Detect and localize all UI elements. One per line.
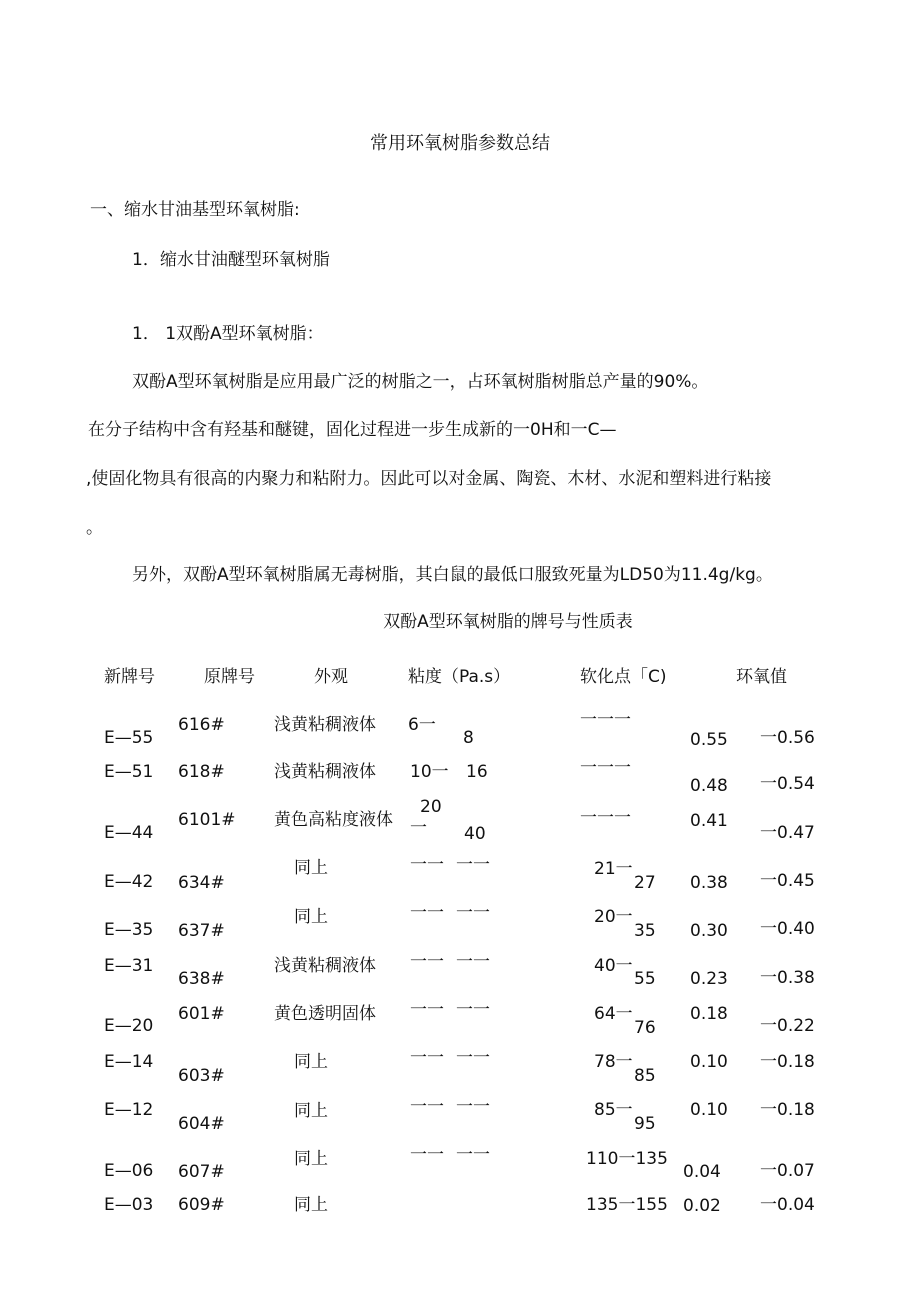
- new-grade-cell: E—12: [104, 1100, 154, 1120]
- epoxy-value-cell-upper: 一0.22: [760, 1016, 815, 1036]
- viscosity-cell: 一一: [410, 1000, 444, 1020]
- new-grade-cell: E—20: [104, 1016, 154, 1036]
- old-grade-cell: 603#: [178, 1066, 225, 1086]
- viscosity-cell-upper: 一一: [456, 1000, 490, 1020]
- appearance-cell: 黄色透明固体: [274, 1004, 376, 1024]
- softening-point-cell-upper: 35: [634, 921, 656, 941]
- softening-point-cell: 21一: [594, 859, 633, 879]
- softening-point-cell: 一一一: [580, 710, 631, 730]
- viscosity-cell: 一一: [410, 952, 444, 972]
- new-grade-cell: E—35: [104, 920, 154, 940]
- subsection-heading: 1．缩水甘油醚型环氧树脂: [132, 250, 330, 270]
- appearance-cell: 浅黄粘稠液体: [274, 715, 376, 735]
- new-grade-cell: E—51: [104, 762, 154, 782]
- viscosity-cell: 20: [420, 797, 442, 817]
- new-grade-cell: E—06: [104, 1161, 154, 1181]
- paragraph-4: 。: [86, 518, 103, 538]
- softening-point-cell: 78一: [594, 1052, 633, 1072]
- appearance-cell: 同上: [294, 1101, 328, 1121]
- softening-point-cell: 一一一: [580, 758, 631, 778]
- epoxy-value-cell-upper: 一0.18: [760, 1052, 815, 1072]
- old-grade-cell: 637#: [178, 921, 225, 941]
- table-header-new-grade: 新牌号: [104, 667, 155, 687]
- epoxy-value-cell-upper: 一0.45: [760, 871, 815, 891]
- viscosity-cell-upper: 40: [464, 824, 486, 844]
- appearance-cell: 黄色高粘度液体: [274, 810, 393, 830]
- epoxy-value-cell-upper: 一0.56: [760, 728, 815, 748]
- epoxy-value-cell: 0.18: [690, 1004, 728, 1024]
- epoxy-value-cell: 0.38: [690, 873, 728, 893]
- epoxy-value-cell: 0.10: [690, 1100, 728, 1120]
- epoxy-value-cell-upper: 一0.54: [760, 774, 815, 794]
- viscosity-cell-upper: 16: [466, 762, 488, 782]
- appearance-cell: 同上: [294, 907, 328, 927]
- epoxy-value-cell: 0.23: [690, 969, 728, 989]
- viscosity-cell-upper: 一一: [456, 952, 490, 972]
- paragraph-3: ,使固化物具有很高的内聚力和粘附力。因此可以对金属、陶瓷、木材、水泥和塑料进行粘接: [86, 469, 772, 489]
- section-heading: 一、缩水甘油基型环氧树脂:: [90, 200, 300, 220]
- epoxy-value-cell: 0.02: [683, 1196, 721, 1216]
- old-grade-cell: 634#: [178, 873, 225, 893]
- viscosity-cell: 一一: [410, 1145, 444, 1165]
- new-grade-cell: E—55: [104, 728, 154, 748]
- epoxy-value-cell: 0.41: [690, 811, 728, 831]
- table-header-old-grade: 原牌号: [204, 667, 255, 687]
- viscosity-cell: 6一: [408, 715, 436, 735]
- table-header-appearance: 外观: [314, 667, 348, 687]
- appearance-cell: 浅黄粘稠液体: [274, 956, 376, 976]
- appearance-cell: 浅黄粘稠液体: [274, 762, 376, 782]
- viscosity-cell-cont: 一: [410, 818, 427, 838]
- appearance-cell: 同上: [294, 858, 328, 878]
- viscosity-cell-upper: 8: [463, 728, 474, 748]
- viscosity-cell-upper: 一一: [456, 1145, 490, 1165]
- viscosity-cell-upper: 一一: [456, 903, 490, 923]
- softening-point-cell: 64一: [594, 1004, 633, 1024]
- epoxy-value-cell-upper: 一0.40: [760, 919, 815, 939]
- subsubsection-heading: 1． 1双酚A型环氧树脂：: [132, 324, 324, 344]
- epoxy-value-cell: 0.10: [690, 1052, 728, 1072]
- softening-point-cell: 110一135: [586, 1149, 668, 1169]
- paragraph-1: 双酚A型环氧树脂是应用最广泛的树脂之一，占环氧树脂树脂总产量的90%。: [132, 372, 709, 392]
- table-header-softening-point: 软化点「C): [580, 667, 667, 687]
- softening-point-cell-upper: 55: [634, 969, 656, 989]
- viscosity-cell: 一一: [410, 1048, 444, 1068]
- viscosity-cell: 一一: [410, 903, 444, 923]
- viscosity-cell: 一一: [410, 1097, 444, 1117]
- new-grade-cell: E—42: [104, 872, 154, 892]
- epoxy-value-cell: 0.04: [683, 1162, 721, 1182]
- softening-point-cell-upper: 27: [634, 873, 656, 893]
- paragraph-2: 在分子结构中含有羟基和醚键，固化过程进一步生成新的一0H和一C—: [88, 420, 617, 440]
- table-header-epoxy-value: 环氧值: [736, 667, 787, 687]
- viscosity-cell-upper: 一一: [456, 1097, 490, 1117]
- table-header-viscosity: 粘度（Pa.s）: [408, 667, 511, 687]
- viscosity-cell-upper: 一一: [456, 1048, 490, 1068]
- page-title: 常用环氧树脂参数总结: [370, 133, 550, 154]
- softening-point-cell: 40一: [594, 956, 633, 976]
- epoxy-value-cell: 0.48: [690, 776, 728, 796]
- epoxy-value-cell-upper: 一0.18: [760, 1100, 815, 1120]
- appearance-cell: 同上: [294, 1149, 328, 1169]
- new-grade-cell: E—03: [104, 1195, 154, 1215]
- old-grade-cell: 638#: [178, 969, 225, 989]
- new-grade-cell: E—44: [104, 823, 154, 843]
- old-grade-cell: 607#: [178, 1162, 225, 1182]
- epoxy-value-cell-upper: 一0.07: [760, 1161, 815, 1181]
- epoxy-value-cell-upper: 一0.47: [760, 823, 815, 843]
- epoxy-value-cell: 0.55: [690, 730, 728, 750]
- viscosity-cell: 一一: [410, 855, 444, 875]
- appearance-cell: 同上: [294, 1195, 328, 1215]
- old-grade-cell: 604#: [178, 1114, 225, 1134]
- appearance-cell: 同上: [294, 1052, 328, 1072]
- table-caption: 双酚A型环氧树脂的牌号与性质表: [383, 612, 633, 632]
- new-grade-cell: E—31: [104, 956, 154, 976]
- old-grade-cell: 601#: [178, 1004, 225, 1024]
- old-grade-cell: 616#: [178, 715, 225, 735]
- new-grade-cell: E—14: [104, 1052, 154, 1072]
- softening-point-cell: 85一: [594, 1100, 633, 1120]
- old-grade-cell: 6101#: [178, 810, 236, 830]
- softening-point-cell-upper: 85: [634, 1066, 656, 1086]
- old-grade-cell: 618#: [178, 762, 225, 782]
- softening-point-cell: 20一: [594, 907, 633, 927]
- softening-point-cell: 一一一: [580, 808, 631, 828]
- softening-point-cell: 135一155: [586, 1195, 668, 1215]
- old-grade-cell: 609#: [178, 1195, 225, 1215]
- viscosity-cell-upper: 一一: [456, 855, 490, 875]
- epoxy-value-cell-upper: 一0.38: [760, 968, 815, 988]
- epoxy-value-cell-upper: 一0.04: [760, 1195, 815, 1215]
- softening-point-cell-upper: 76: [634, 1018, 656, 1038]
- paragraph-5: 另外，双酚A型环氧树脂属无毒树脂，其白鼠的最低口服致死量为LD50为11.4g/kg。: [132, 565, 773, 585]
- softening-point-cell-upper: 95: [634, 1114, 656, 1134]
- epoxy-value-cell: 0.30: [690, 921, 728, 941]
- viscosity-cell: 10一: [410, 762, 449, 782]
